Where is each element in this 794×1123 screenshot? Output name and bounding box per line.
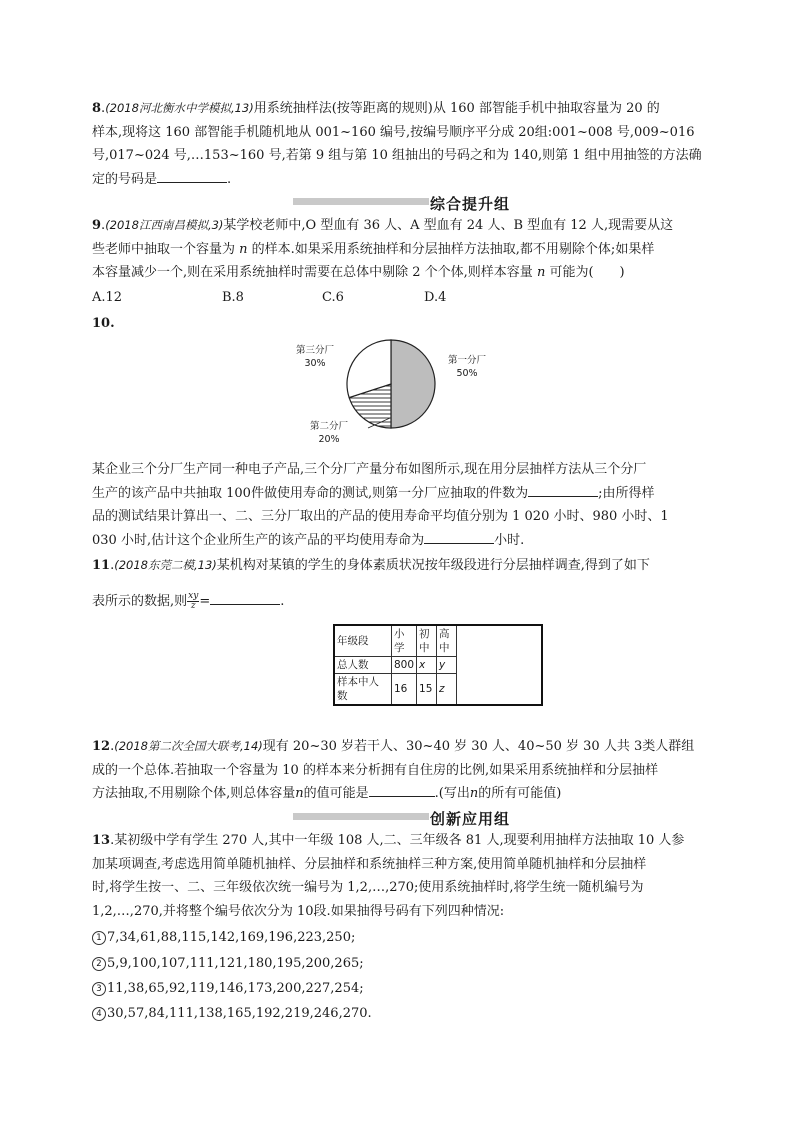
list-item-text: 11,38,65,92,119,146,173,200,227,254; xyxy=(107,981,364,996)
table-cell: 15 xyxy=(417,674,437,706)
list-item xyxy=(92,930,355,945)
answer-blank[interactable] xyxy=(528,482,598,497)
question-text: 样本,现将这 160 部智能手机随机地从 001~160 编号,按编号顺序平分成 20组:001~008 号,009~016 xyxy=(92,124,695,140)
question-number: 10 xyxy=(92,316,111,331)
question-text: . xyxy=(280,594,285,609)
fraction-numerator: xy xyxy=(188,591,199,601)
table-row xyxy=(334,674,542,706)
answer-blank[interactable] xyxy=(369,782,435,797)
question-text: 小时. xyxy=(494,532,525,548)
number-dot: . xyxy=(110,316,115,331)
number-dot: . xyxy=(101,101,106,116)
slice-percent: 20% xyxy=(318,434,340,445)
question-text: 方法抽取,不用剔除个体,则总体容量 xyxy=(92,786,296,801)
question-text: 时,将学生按一、二、三年级依次统一编号为 1,2,…,270;使用系统抽样时,将学生统一随机编号为 xyxy=(92,880,644,895)
variable: n xyxy=(295,786,304,801)
question-text: 表所示的数据,则 xyxy=(92,594,188,609)
table-cell: 800 xyxy=(392,657,417,674)
question-source: (2018江西南昌模拟,3) xyxy=(105,218,224,232)
question-text: 些老师中抽取一个容量为 xyxy=(92,241,236,257)
question-8 xyxy=(92,97,704,191)
question-9 xyxy=(92,214,704,285)
question-text: 用系统抽样法(按等距离的规则)从 160 部智能手机中抽取容量为 20 的 xyxy=(253,101,660,116)
list-item-text: 7,34,61,88,115,142,169,196,223,250; xyxy=(107,930,356,945)
option-d[interactable]: D.4 xyxy=(424,290,447,305)
fraction xyxy=(187,592,199,611)
section-title: 综合提升组 xyxy=(430,195,511,213)
fraction-denominator: z xyxy=(190,601,196,611)
variable: n xyxy=(239,241,248,257)
question-text: 成的一个总体.若抽取一个容量为 10 的样本来分析拥有自住房的比例,如果采用系统抽样和分层抽样 xyxy=(92,762,659,778)
question-number: 8 xyxy=(92,101,102,116)
section-bar xyxy=(293,813,429,820)
table-row xyxy=(334,625,542,657)
option-c[interactable]: C.6 xyxy=(322,290,344,305)
answer-blank[interactable] xyxy=(424,529,494,544)
table-header-cell: 初中 xyxy=(417,625,437,657)
slice-label: 第三分厂 xyxy=(296,345,335,356)
section-bar xyxy=(293,198,429,205)
answer-blank[interactable] xyxy=(157,168,227,183)
table-header-cell: 小学 xyxy=(392,625,417,657)
question-source: (2018东莞二模,13) xyxy=(114,558,217,572)
list-item xyxy=(92,981,364,996)
variable: n xyxy=(536,265,546,280)
question-text: 定的号码是 xyxy=(92,171,158,187)
question-text: 本容量减少一个,则在采用系统抽样时需要在总体中剔除 2 个个体,则样本容量 xyxy=(92,265,533,280)
question-11 xyxy=(92,554,704,578)
pie-label-first xyxy=(448,354,486,380)
slice-percent: 30% xyxy=(304,358,326,369)
table-header-cell: 年级段 xyxy=(334,625,392,657)
pie-slice-first xyxy=(391,340,435,428)
question-text: 现有 20~30 岁若干人、30~40 岁 30 人、40~50 岁 30 人共 3类人群组 xyxy=(262,739,695,754)
question-number: 9 xyxy=(92,218,102,233)
table-cell: 总人数 xyxy=(334,657,392,674)
table-blank-area xyxy=(457,625,543,657)
question-number: 13 xyxy=(92,833,111,848)
question-text: 号,017~024 号,…153~160 号,若第 9 组与第 10 组抽出的号码之和为 140,则第 1 组中用抽签的方法确 xyxy=(92,148,702,163)
question-text: 1,2,…,270,并将整个编号依次分为 10段.如果抽得号码有下列四种情况: xyxy=(92,903,505,919)
section-header xyxy=(0,808,794,830)
list-item xyxy=(92,1006,372,1021)
question-text: 030 小时,估计这个企业所生产的该产品的平均使用寿命为 xyxy=(92,532,425,548)
table-cell: z xyxy=(437,674,457,706)
table-row xyxy=(334,657,542,674)
data-table xyxy=(333,624,543,706)
question-10 xyxy=(92,458,704,552)
slice-label: 第一分厂 xyxy=(448,355,487,366)
question-text: . xyxy=(227,171,232,187)
table-blank-area xyxy=(457,674,543,706)
pie-label-third xyxy=(296,344,334,370)
table-header-cell: 高中 xyxy=(437,625,457,657)
list-item-text: 30,57,84,111,138,165,192,219,246,270. xyxy=(107,1006,372,1021)
table-cell: y xyxy=(437,657,457,674)
question-text: .(写出 xyxy=(434,786,470,801)
question-text: 某企业三个分厂生产同一种电子产品,三个分厂产量分布如图所示,现在用分层抽样方法从三个分厂 xyxy=(92,462,647,477)
section-header xyxy=(0,193,794,215)
section-title: 创新应用组 xyxy=(430,810,511,828)
question-11-line2 xyxy=(92,590,704,614)
number-dot: . xyxy=(110,833,115,848)
number-dot: . xyxy=(110,558,115,573)
table-cell: 样本中人数 xyxy=(334,674,392,706)
question-source: (2018第二次全国大联考,14) xyxy=(114,739,263,753)
question-text: 可能为( ) xyxy=(549,265,625,280)
option-b[interactable]: B.8 xyxy=(222,290,244,305)
question-10-number xyxy=(92,312,704,336)
question-text: 某初级中学有学生 270 人,其中一年级 108 人,二、三年级各 81 人,现要利用抽样方法抽取 10 人参 xyxy=(114,833,685,848)
question-number: 11 xyxy=(92,558,111,573)
question-text: 加某项调查,考虑选用简单随机抽样、分层抽样和系统抽样三种方案,使用简单随机抽样和分层抽样 xyxy=(92,856,647,872)
question-text: 的值可能是 xyxy=(303,786,369,801)
slice-percent: 50% xyxy=(456,368,478,379)
question-number: 12 xyxy=(92,739,111,754)
table-cell: x xyxy=(417,657,437,674)
variable: n xyxy=(469,786,479,801)
circled-number: 3 xyxy=(92,982,106,996)
question-13 xyxy=(92,829,704,923)
option-a[interactable]: A.12 xyxy=(92,290,123,305)
answer-blank[interactable] xyxy=(210,590,280,605)
circled-number: 1 xyxy=(92,931,106,945)
pie-label-second xyxy=(310,420,348,446)
number-dot: . xyxy=(101,218,106,233)
question-text: = xyxy=(199,594,211,609)
circled-number: 2 xyxy=(92,957,106,971)
question-source: (2018河北衡水中学模拟,13) xyxy=(105,101,254,115)
list-item-text: 5,9,100,107,111,121,180,195,200,265; xyxy=(107,956,364,971)
question-text: 品的测试结果计算出一、二、三分厂取出的产品的使用寿命平均值分别为 1 020 小时、980 小时、1 xyxy=(92,509,669,524)
question-text: 某机构对某镇的学生的身体素质状况按年级段进行分层抽样调查,得到了如下 xyxy=(216,558,650,573)
pie-chart xyxy=(290,336,520,446)
question-text: 的所有可能值) xyxy=(478,786,562,801)
question-text: ;由所得样 xyxy=(598,485,655,501)
question-text: 某学校老师中,O 型血有 36 人、A 型血有 24 人、B 型血有 12 人,现需要从这 xyxy=(223,218,674,233)
table-cell: 16 xyxy=(392,674,417,706)
question-text: 的样本.如果采用系统抽样和分层抽样方法抽取,都不用剔除个体;如果样 xyxy=(251,241,655,257)
circled-number: 4 xyxy=(92,1007,106,1021)
question-12 xyxy=(92,735,704,806)
slice-label: 第二分厂 xyxy=(310,421,349,432)
list-item xyxy=(92,956,364,971)
table-blank-area xyxy=(457,657,543,674)
number-dot: . xyxy=(110,739,115,754)
question-text: 生产的该产品中共抽取 100件做使用寿命的测试,则第一分厂应抽取的件数为 xyxy=(92,485,529,501)
